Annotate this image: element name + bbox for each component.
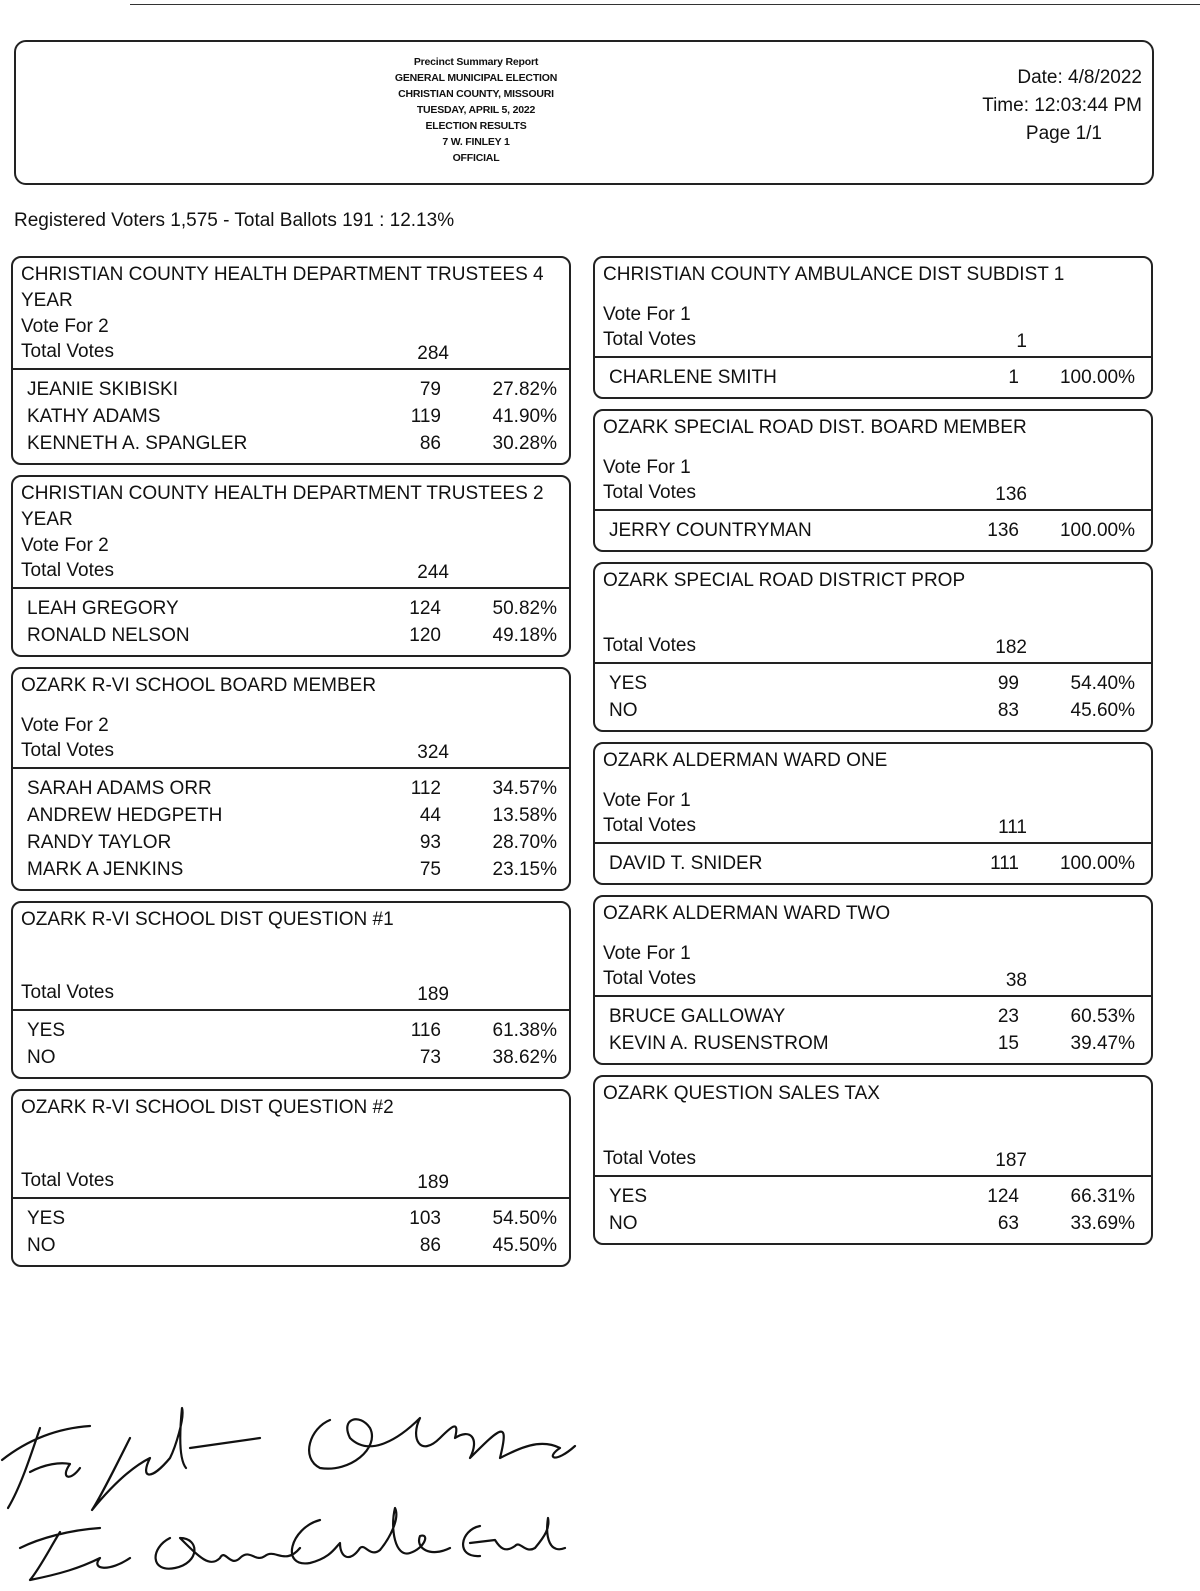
- result-row: [595, 364, 1151, 391]
- vote-percent: 34.57%: [492, 778, 557, 799]
- vote-for-line: [21, 955, 569, 980]
- right-column: [593, 256, 1153, 1255]
- vote-for-line: [21, 1143, 569, 1168]
- candidate-name: LEAH GREGORY: [27, 598, 179, 619]
- total-votes-value: 111: [998, 817, 1027, 838]
- contest-header: [13, 477, 569, 587]
- result-row: [13, 856, 569, 883]
- contest-header: [13, 258, 569, 368]
- contest-box: [593, 742, 1153, 885]
- vote-for-line: [603, 608, 1151, 633]
- contest-box: [11, 475, 571, 657]
- candidate-name: DAVID T. SNIDER: [609, 853, 763, 874]
- candidate-name: MARK A JENKINS: [27, 859, 184, 880]
- total-votes-label: Total Votes: [603, 968, 696, 989]
- total-votes-line: [21, 339, 569, 364]
- candidate-name: JERRY COUNTRYMAN: [609, 520, 812, 541]
- vote-percent: 100.00%: [1059, 853, 1135, 874]
- total-votes-value: 187: [995, 1150, 1027, 1171]
- official-label: OFFICIAL: [452, 152, 500, 164]
- vote-for-line: [21, 533, 569, 558]
- result-row: [13, 829, 569, 856]
- report-title-block: [356, 54, 596, 166]
- vote-percent: 27.82%: [492, 379, 557, 400]
- vote-percent: 49.18%: [492, 625, 557, 646]
- vote-count: 111: [990, 853, 1019, 874]
- contest-box: [11, 901, 571, 1079]
- contest-title: CHRISTIAN COUNTY AMBULANCE DIST SUBDIST 1: [603, 264, 1065, 285]
- vote-count: 103: [409, 1208, 441, 1229]
- total-votes-line: [21, 558, 569, 583]
- vote-count: 99: [997, 673, 1019, 694]
- left-column: [11, 256, 571, 1277]
- vote-for-line: [21, 713, 569, 738]
- vote-count: 1: [1008, 367, 1019, 388]
- contest-header: [595, 411, 1151, 509]
- vote-for-line: [603, 302, 1151, 327]
- vote-count: 116: [410, 1020, 441, 1041]
- vote-for-line: [21, 314, 569, 339]
- contest-results: [13, 1197, 569, 1265]
- result-row: [13, 1044, 569, 1071]
- total-votes-value: 244: [417, 562, 449, 583]
- vote-percent: 61.38%: [492, 1020, 557, 1041]
- contest-title: OZARK R-VI SCHOOL BOARD MEMBER: [21, 675, 377, 696]
- top-rule: [130, 4, 1200, 5]
- contest-title: OZARK R-VI SCHOOL DIST QUESTION #2: [21, 1097, 394, 1118]
- vote-for-line: [603, 1121, 1151, 1146]
- total-votes-value: 284: [417, 343, 449, 364]
- total-votes-line: [603, 480, 1151, 505]
- contest-results: [595, 842, 1151, 883]
- contest-header: [595, 564, 1151, 662]
- contest-box: [593, 1075, 1153, 1245]
- vote-count: 119: [410, 406, 441, 427]
- total-votes-line: [21, 1168, 569, 1193]
- total-votes-label: Total Votes: [21, 560, 114, 581]
- vote-count: 75: [419, 859, 441, 880]
- vote-percent: 39.47%: [1070, 1033, 1135, 1054]
- vote-percent: 100.00%: [1059, 520, 1135, 541]
- candidate-name: RONALD NELSON: [27, 625, 190, 646]
- candidate-name: JEANIE SKIBISKI: [27, 379, 178, 400]
- vote-for-line: [603, 788, 1151, 813]
- vote-percent: 66.31%: [1070, 1186, 1135, 1207]
- contest-box: [11, 667, 571, 891]
- total-votes-value: 136: [995, 484, 1027, 505]
- vote-for-label: Vote For 1: [603, 790, 691, 811]
- result-row: [595, 517, 1151, 544]
- election-date: TUESDAY, APRIL 5, 2022: [416, 104, 536, 116]
- contest-title: OZARK ALDERMAN WARD TWO: [603, 903, 891, 924]
- vote-count: 44: [419, 805, 441, 826]
- vote-for-label: Vote For 2: [21, 316, 109, 337]
- vote-for-label: Vote For 1: [603, 457, 691, 478]
- contest-title: OZARK SPECIAL ROAD DISTRICT PROP: [603, 570, 966, 591]
- vote-percent: 54.40%: [1070, 673, 1135, 694]
- vote-for-line: [603, 941, 1151, 966]
- vote-count: 86: [419, 433, 441, 454]
- total-votes-value: 324: [417, 742, 449, 763]
- candidate-name: RANDY TAYLOR: [27, 832, 172, 853]
- candidate-name: KATHY ADAMS: [27, 406, 161, 427]
- page-number: Page 1/1: [1025, 123, 1102, 144]
- vote-for-label: Vote For 1: [603, 943, 691, 964]
- signatures: [0, 1398, 600, 1591]
- contest-box: [11, 256, 571, 465]
- election-name: GENERAL MUNICIPAL ELECTION: [394, 72, 558, 84]
- signature-icon: [0, 1398, 600, 1586]
- contest-results: [13, 1009, 569, 1077]
- total-votes-line: [21, 738, 569, 763]
- total-votes-label: Total Votes: [21, 341, 114, 362]
- total-votes-label: Total Votes: [21, 740, 114, 761]
- contest-title: CHRISTIAN COUNTY HEALTH DEPARTMENT TRUSTEES 4 YEAR: [21, 264, 544, 311]
- contest-header: [13, 903, 569, 1009]
- vote-percent: 38.62%: [492, 1047, 557, 1068]
- vote-count: 23: [997, 1006, 1019, 1027]
- vote-percent: 33.69%: [1070, 1213, 1135, 1234]
- county-name: CHRISTIAN COUNTY, MISSOURI: [398, 88, 554, 100]
- contest-header: [595, 744, 1151, 842]
- contest-box: [593, 256, 1153, 399]
- contest-header: [595, 1077, 1151, 1175]
- contest-title: OZARK R-VI SCHOOL DIST QUESTION #1: [21, 909, 394, 930]
- vote-percent: 30.28%: [492, 433, 557, 454]
- contest-header: [13, 669, 569, 767]
- vote-percent: 45.50%: [492, 1235, 557, 1256]
- result-row: [13, 802, 569, 829]
- vote-count: 15: [997, 1033, 1019, 1054]
- result-row: [13, 775, 569, 802]
- candidate-name: YES: [609, 1186, 648, 1207]
- report-time: Time: 12:03:44 PM: [982, 95, 1142, 116]
- total-votes-line: [603, 966, 1151, 991]
- vote-count: 124: [409, 598, 441, 619]
- report-timestamp: [982, 64, 1142, 148]
- contest-header: [13, 1091, 569, 1197]
- vote-percent: 54.50%: [492, 1208, 557, 1229]
- candidate-name: YES: [27, 1208, 66, 1229]
- candidate-name: CHARLENE SMITH: [609, 367, 777, 388]
- candidate-name: NO: [27, 1047, 56, 1068]
- result-row: [13, 376, 569, 403]
- vote-count: 136: [987, 520, 1019, 541]
- vote-percent: 100.00%: [1059, 367, 1135, 388]
- total-votes-label: Total Votes: [603, 815, 696, 836]
- contest-results: [595, 662, 1151, 730]
- contest-box: [593, 895, 1153, 1065]
- total-votes-label: Total Votes: [603, 482, 696, 503]
- vote-count: 93: [419, 832, 441, 853]
- vote-count: 112: [410, 778, 441, 799]
- total-votes-label: Total Votes: [21, 1170, 114, 1191]
- contest-box: [593, 409, 1153, 552]
- total-votes-value: 38: [1005, 970, 1027, 991]
- total-votes-line: [603, 633, 1151, 658]
- contest-results: [595, 1175, 1151, 1243]
- result-row: [595, 670, 1151, 697]
- vote-count: 86: [419, 1235, 441, 1256]
- contest-results: [595, 995, 1151, 1063]
- result-row: [13, 430, 569, 457]
- result-row: [595, 1030, 1151, 1057]
- vote-percent: 45.60%: [1070, 700, 1135, 721]
- candidate-name: NO: [609, 1213, 638, 1234]
- report-header: [14, 40, 1154, 185]
- result-row: [595, 1003, 1151, 1030]
- result-row: [13, 595, 569, 622]
- vote-for-line: [603, 455, 1151, 480]
- result-row: [595, 1183, 1151, 1210]
- contest-results: [13, 587, 569, 655]
- total-votes-value: 189: [417, 984, 449, 1005]
- candidate-name: BRUCE GALLOWAY: [609, 1006, 786, 1027]
- result-row: [13, 1205, 569, 1232]
- vote-percent: 60.53%: [1070, 1006, 1135, 1027]
- candidate-name: YES: [27, 1020, 66, 1041]
- total-votes-value: 189: [417, 1172, 449, 1193]
- contest-box: [11, 1089, 571, 1267]
- vote-for-label: Vote For 2: [21, 535, 109, 556]
- contest-results: [13, 368, 569, 463]
- total-votes-line: [603, 813, 1151, 838]
- vote-count: 83: [997, 700, 1019, 721]
- report-title: Precinct Summary Report: [413, 56, 539, 68]
- total-votes-label: Total Votes: [603, 329, 696, 350]
- total-votes-line: [603, 1146, 1151, 1171]
- contest-results: [595, 509, 1151, 550]
- candidate-name: SARAH ADAMS ORR: [27, 778, 212, 799]
- vote-for-label: Vote For 1: [603, 304, 691, 325]
- contest-results: [595, 356, 1151, 397]
- candidate-name: KEVIN A. RUSENSTROM: [609, 1033, 829, 1054]
- candidate-name: YES: [609, 673, 648, 694]
- contest-title: OZARK QUESTION SALES TAX: [603, 1083, 880, 1104]
- vote-percent: 41.90%: [492, 406, 557, 427]
- total-votes-line: [21, 980, 569, 1005]
- result-row: [13, 622, 569, 649]
- vote-percent: 13.58%: [492, 805, 557, 826]
- contest-title: OZARK SPECIAL ROAD DIST. BOARD MEMBER: [603, 417, 1027, 438]
- total-votes-value: 1: [1016, 331, 1027, 352]
- total-votes-value: 182: [995, 637, 1027, 658]
- contest-header: [595, 897, 1151, 995]
- contest-header: [595, 258, 1151, 356]
- result-row: [595, 697, 1151, 724]
- result-row: [595, 1210, 1151, 1237]
- registered-voters-summary: Registered Voters 1,575 - Total Ballots 191 : 12.13%: [14, 210, 455, 231]
- vote-for-label: Vote For 2: [21, 715, 109, 736]
- vote-count: 124: [987, 1186, 1019, 1207]
- total-votes-label: Total Votes: [603, 1148, 696, 1169]
- vote-count: 120: [409, 625, 441, 646]
- total-votes-label: Total Votes: [603, 635, 696, 656]
- contest-title: OZARK ALDERMAN WARD ONE: [603, 750, 888, 771]
- vote-count: 73: [419, 1047, 441, 1068]
- candidate-name: NO: [27, 1235, 56, 1256]
- vote-percent: 23.15%: [492, 859, 557, 880]
- report-date: Date: 4/8/2022: [1017, 67, 1142, 88]
- vote-count: 79: [419, 379, 441, 400]
- total-votes-line: [603, 327, 1151, 352]
- result-row: [595, 850, 1151, 877]
- candidate-name: ANDREW HEDGPETH: [27, 805, 223, 826]
- result-row: [13, 403, 569, 430]
- vote-count: 63: [997, 1213, 1019, 1234]
- vote-percent: 28.70%: [492, 832, 557, 853]
- result-row: [13, 1232, 569, 1259]
- total-votes-label: Total Votes: [21, 982, 114, 1003]
- contest-results: [13, 767, 569, 889]
- candidate-name: KENNETH A. SPANGLER: [27, 433, 248, 454]
- contest-title: CHRISTIAN COUNTY HEALTH DEPARTMENT TRUSTEES 2 YEAR: [21, 483, 544, 530]
- vote-percent: 50.82%: [492, 598, 557, 619]
- results-label: ELECTION RESULTS: [425, 120, 527, 132]
- precinct-name: 7 W. FINLEY 1: [442, 136, 510, 148]
- result-row: [13, 1017, 569, 1044]
- contest-box: [593, 562, 1153, 732]
- candidate-name: NO: [609, 700, 638, 721]
